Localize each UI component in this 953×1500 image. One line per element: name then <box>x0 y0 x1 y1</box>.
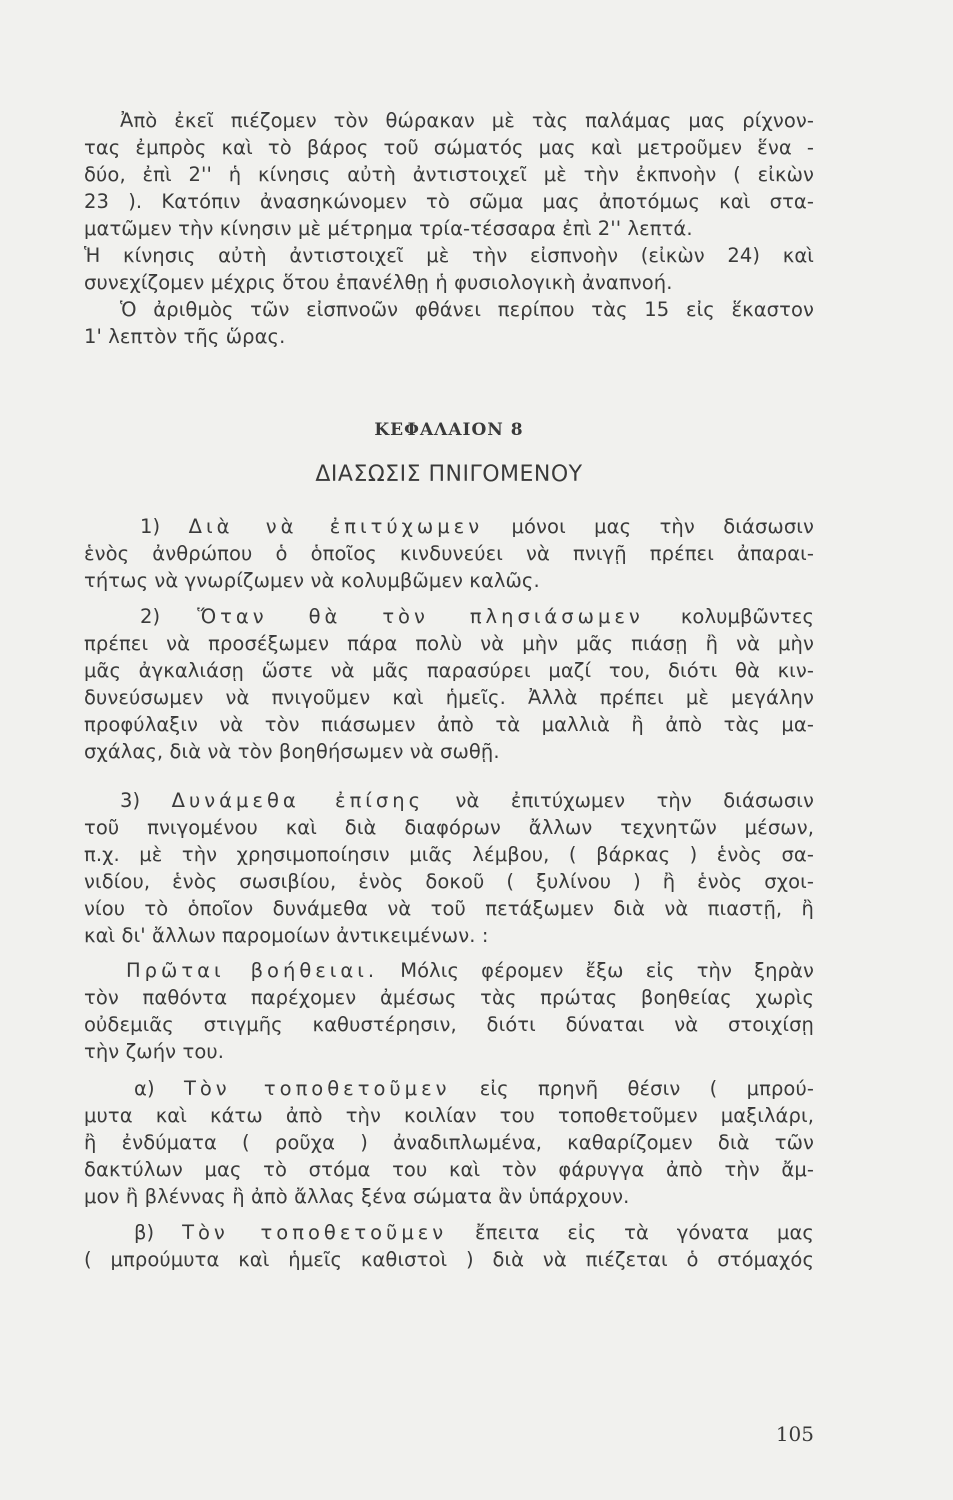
text-line: Ἡ κίνησις αὐτὴ ἀντιστοιχεῖ μὲ τὴν εἰσπνοὴν (εἰκὼν 24) καὶ <box>84 244 814 267</box>
text-line: ἢ ἐνδύματα ( ροῦχα ) ἀναδιπλωμένα, καθαρίζομεν διὰ τῶν <box>84 1131 814 1154</box>
text-line: ( μπρούμυτα καὶ ἡμεῖς καθιστοὶ ) διὰ νὰ πιέζεται ὁ στόμαχός <box>84 1248 814 1271</box>
text-line: δύο, ἐπὶ 2'' ἡ κίνησις αὐτὴ ἀντιστοιχεῖ μὲ τὴν ἐκπνοὴν ( εἰκὼν <box>84 163 814 186</box>
text-segment: ἔπειτα εἰς τὰ γόνατα μας <box>474 1221 814 1244</box>
text-line: προφύλαξιν νὰ τὸν πιάσωμεν ἀπὸ τὰ μαλλιὰ ἢ ἀπὸ τὰς μα- <box>84 713 814 736</box>
text-line: νιδίου, ἑνὸς σωσιβίου, ἑνὸς δοκοῦ ( ξυλίνου ) ἢ ἑνὸς σχοι- <box>84 870 814 893</box>
text-line: τήτως νὰ γνωρίζωμεν νὰ κολυμβῶμεν καλῶς. <box>84 569 540 592</box>
text-line: ἑνὸς ἀνθρώπου ὁ ὁποῖος κινδυνεύει νὰ πνιγῇ πρέπει ἀπαραι- <box>84 542 814 565</box>
text-line: μον ἢ βλέννας ἢ ἀπὸ ἄλλας ξένα σώματα ἂν ὑπάρχουν. <box>84 1185 630 1208</box>
paragraph-first-line <box>84 604 814 630</box>
item-number: 3) <box>120 789 141 812</box>
item-number: 2) <box>140 605 161 628</box>
text-line: Ὁ ἀριθμὸς τῶν εἰσπνοῶν φθάνει περίπου τὰς 15 εἰς ἕκαστον <box>120 298 814 321</box>
text-line: μᾶς ἀγκαλιάσῃ ὥστε νὰ μᾶς παρασύρει μαζί του, διότι θὰ κιν- <box>84 659 814 682</box>
text-line: π.χ. μὲ τὴν χρησιμοποίησιν μιᾶς λέμβου, ( βάρκας ) ἑνὸς σα- <box>84 843 814 866</box>
item-number: 1) <box>140 515 161 538</box>
emphasis-text: Τὸν τοποθετοῦμεν <box>182 1221 448 1244</box>
item-number: α) <box>134 1077 155 1100</box>
text-segment: εἰς πρηνῆ θέσιν ( μπρού- <box>479 1077 814 1100</box>
text-line: ματῶμεν τὴν κίνησιν μὲ μέτρημα τρία-τέσσαρα ἐπὶ 2'' λεπτά. <box>84 217 693 240</box>
text-line: σχάλας, διὰ νὰ τὸν βοηθήσωμεν νὰ σωθῇ. <box>84 740 500 763</box>
text-segment: Μόλις φέρομεν ἔξω εἰς τὴν ξηρὰν <box>400 959 814 982</box>
emphasis-text: Πρῶται βοήθειαι. <box>126 959 379 982</box>
text-line: 1' λεπτὸν τῆς ὥρας. <box>84 325 286 348</box>
text-line: δυνεύσωμεν νὰ πνιγοῦμεν καὶ ἡμεῖς. Ἀλλὰ πρέπει μὲ μεγάλην <box>84 686 814 709</box>
text-line: Ἀπὸ ἐκεῖ πιέζομεν τὸν θώρακαν μὲ τὰς παλάμας μας ρίχνον- <box>120 109 814 132</box>
paragraph-first-line <box>84 1220 814 1246</box>
text-line: τὴν ζωήν του. <box>84 1040 225 1063</box>
text-line: οὐδεμιᾶς στιγμῆς καθυστέρησιν, διότι δύναται νὰ στοιχίσῃ <box>84 1013 814 1036</box>
text-line: πρέπει νὰ προσέξωμεν πάρα πολὺ νὰ μὴν μᾶς πιάσῃ ἢ νὰ μὴν <box>84 632 814 655</box>
text-segment: νὰ ἐπιτύχωμεν τὴν διάσωσιν <box>455 789 814 812</box>
emphasis-text: Ὅταν θὰ τὸν πλησιάσωμεν <box>197 605 644 628</box>
text-segment: μόνοι μας τὴν διάσωσιν <box>511 515 814 538</box>
emphasis-text: Τὸν τοποθετοῦμεν <box>183 1077 451 1100</box>
text-line: μυτα καὶ κάτω ἀπὸ τὴν κοιλίαν του τοποθετοῦμεν μαξιλάρι, <box>84 1104 814 1127</box>
paragraph-first-line <box>84 958 814 984</box>
text-line: καὶ δι' ἄλλων παρομοίων ἀντικειμένων. : <box>84 924 489 947</box>
text-line: συνεχίζομεν μέχρις ὅτου ἐπανέλθῃ ἡ φυσιολογικὴ ἀναπνοή. <box>84 271 673 294</box>
text-line: τας ἐμπρὸς καὶ τὸ βάρος τοῦ σώματός μας καὶ μετροῦμεν ἕνα - <box>84 136 814 159</box>
text-line: τοῦ πνιγομένου καὶ διὰ διαφόρων ἄλλων τεχνητῶν μέσων, <box>84 816 814 839</box>
emphasis-text: Διὰ νὰ ἐπιτύχωμεν <box>188 515 484 538</box>
text-line: δακτύλων μας τὸ στόμα του καὶ τὸν φάρυγγα ἀπὸ τὴν ἄμ- <box>84 1158 814 1181</box>
text-line: νίου τὸ ὁποῖον δυνάμεθα νὰ τοῦ πετάξωμεν διὰ νὰ πιαστῇ, ἢ <box>84 897 814 920</box>
text-line: 23 ). Κατόπιν ἀνασηκώνομεν τὸ σῶμα μας ἀποτόμως καὶ στα- <box>84 190 814 213</box>
item-number: β) <box>134 1221 155 1244</box>
book-page <box>84 96 814 1476</box>
paragraph-first-line <box>84 1076 814 1102</box>
emphasis-text: Δυνάμεθα ἐπίσης <box>171 789 425 812</box>
paragraph-first-line <box>84 788 814 814</box>
section-title: ΔΙΑΣΩΣΙΣ ΠΝΙΓΟΜΕΝΟΥ <box>315 462 583 487</box>
text-line: τὸν παθόντα παρέχομεν ἀμέσως τὰς πρώτας βοηθείας χωρὶς <box>84 986 814 1009</box>
page-number: 105 <box>775 1422 814 1446</box>
text-segment: κολυμβῶντες <box>680 605 814 628</box>
paragraph-first-line <box>84 514 814 540</box>
chapter-heading: ΚΕΦΑΛΑΙΟΝ 8 <box>374 420 524 440</box>
